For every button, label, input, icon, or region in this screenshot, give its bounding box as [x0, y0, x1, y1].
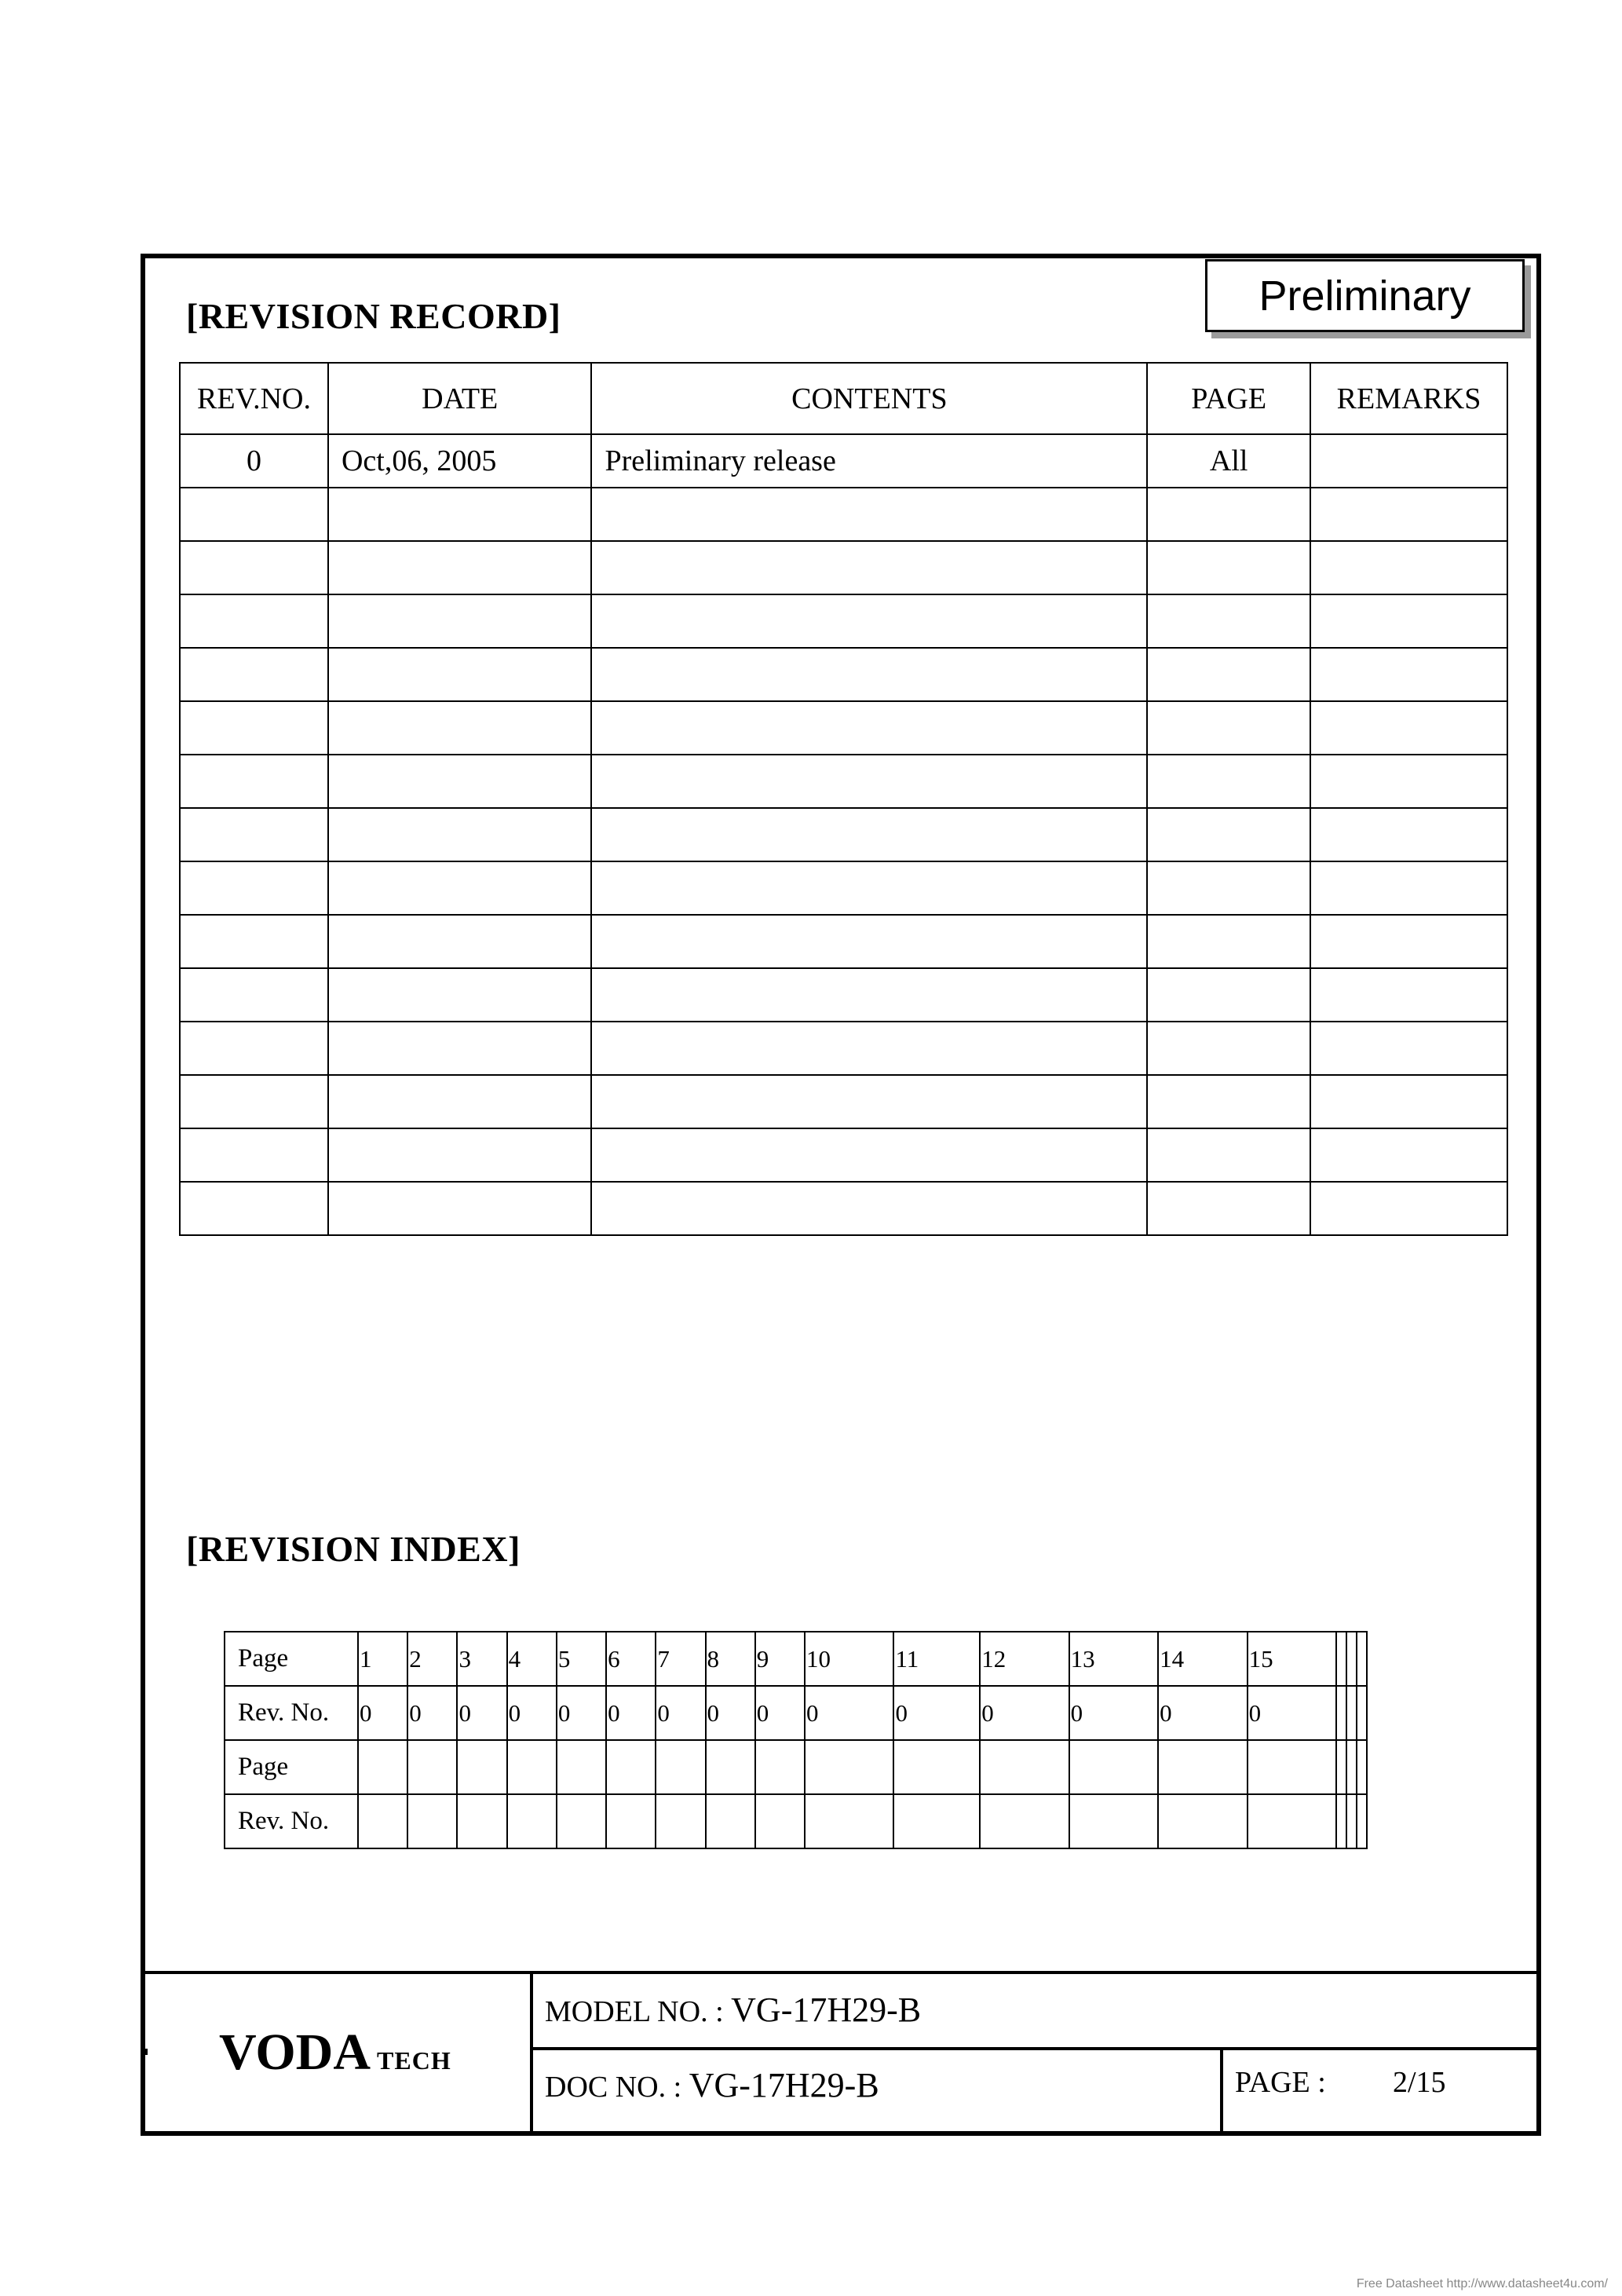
index-cell	[893, 1794, 980, 1848]
table-cell	[328, 861, 592, 915]
index-cell	[1357, 1794, 1367, 1848]
index-value: 0	[360, 1698, 372, 1727]
divider	[1220, 2047, 1223, 2136]
table-cell	[1310, 1022, 1507, 1075]
index-cell	[507, 1794, 557, 1848]
index-cell	[1336, 1632, 1346, 1686]
table-cell: Oct,06, 2005	[328, 434, 592, 488]
revision-index-title: [REVISION INDEX]	[186, 1529, 521, 1569]
index-cell	[1357, 1632, 1367, 1686]
index-cell	[1346, 1632, 1357, 1686]
index-cell	[1248, 1740, 1336, 1794]
title-block	[141, 1971, 1541, 2136]
index-row-label: Page	[225, 1632, 358, 1686]
table-cell	[591, 968, 1147, 1022]
table-cell	[1310, 861, 1507, 915]
doc-value: VG-17H29-B	[689, 2066, 879, 2104]
index-cell	[893, 1632, 980, 1686]
table-cell	[180, 808, 328, 861]
table-row	[180, 755, 1507, 808]
index-row-label: Rev. No.	[225, 1794, 358, 1848]
index-cell	[1336, 1794, 1346, 1848]
index-value: 0	[707, 1698, 720, 1727]
index-cell	[1069, 1740, 1158, 1794]
index-cell	[358, 1632, 407, 1686]
margin-mark	[144, 2049, 148, 2055]
index-cell	[1069, 1686, 1158, 1740]
table-cell	[1310, 1182, 1507, 1235]
table-cell	[328, 594, 592, 648]
index-value: 0	[1248, 1698, 1262, 1727]
index-cell	[1158, 1794, 1247, 1848]
index-cell	[706, 1632, 755, 1686]
index-value: 3	[458, 1644, 471, 1673]
index-value: 0	[409, 1698, 422, 1727]
index-value: 8	[707, 1644, 720, 1673]
table-cell	[591, 861, 1147, 915]
index-cell	[457, 1740, 506, 1794]
table-row	[180, 434, 1507, 488]
index-cell	[706, 1686, 755, 1740]
index-value: 9	[756, 1644, 769, 1673]
table-cell	[1147, 1128, 1310, 1182]
index-cell	[755, 1740, 805, 1794]
index-cell	[606, 1740, 656, 1794]
table-cell	[180, 488, 328, 541]
table-row	[180, 541, 1507, 594]
index-cell	[1336, 1686, 1346, 1740]
index-row	[225, 1632, 1367, 1686]
index-cell	[507, 1740, 557, 1794]
revision-record-title: [REVISION RECORD]	[186, 296, 561, 336]
index-cell	[805, 1740, 893, 1794]
index-cell	[606, 1794, 656, 1848]
page-label: PAGE :	[1235, 2066, 1326, 2099]
index-cell	[755, 1794, 805, 1848]
index-cell	[980, 1632, 1069, 1686]
index-value: 0	[657, 1698, 670, 1727]
divider	[141, 1971, 1541, 1974]
index-cell	[706, 1740, 755, 1794]
index-value: 6	[608, 1644, 620, 1673]
table-cell	[1147, 1075, 1310, 1128]
index-value: 0	[981, 1698, 994, 1727]
index-cell	[805, 1794, 893, 1848]
index-cell	[358, 1794, 407, 1848]
index-row	[225, 1740, 1367, 1794]
table-cell	[1147, 968, 1310, 1022]
table-cell	[1310, 648, 1507, 701]
table-cell	[1310, 434, 1507, 488]
table-cell	[328, 968, 592, 1022]
index-cell	[1158, 1686, 1247, 1740]
table-cell	[591, 755, 1147, 808]
index-cell	[755, 1632, 805, 1686]
table-cell	[591, 1128, 1147, 1182]
brand-main: VODA	[219, 2024, 371, 2081]
company-logo	[219, 2023, 451, 2082]
table-row	[180, 1022, 1507, 1075]
index-cell	[507, 1632, 557, 1686]
table-cell	[1147, 541, 1310, 594]
table-cell	[1310, 755, 1507, 808]
index-cell	[1357, 1686, 1367, 1740]
index-value: 0	[1070, 1698, 1083, 1727]
table-cell	[1147, 755, 1310, 808]
index-value: 12	[981, 1644, 1006, 1673]
index-value: 2	[409, 1644, 422, 1673]
table-cell	[591, 1182, 1147, 1235]
preliminary-badge: Preliminary	[1205, 259, 1525, 332]
index-cell	[457, 1686, 506, 1740]
table-cell: 0	[180, 434, 328, 488]
index-cell	[557, 1794, 606, 1848]
index-value: 0	[508, 1698, 521, 1727]
index-cell	[606, 1686, 656, 1740]
index-cell	[1069, 1794, 1158, 1848]
column-header: REMARKS	[1310, 363, 1507, 434]
index-value: 0	[1160, 1698, 1172, 1727]
table-cell	[180, 1128, 328, 1182]
table-cell	[1147, 915, 1310, 968]
table-row	[180, 1128, 1507, 1182]
doc-label: DOC NO. :	[545, 2071, 682, 2104]
index-value: 13	[1070, 1644, 1095, 1673]
index-cell	[1357, 1740, 1367, 1794]
table-cell	[328, 808, 592, 861]
table-cell	[180, 701, 328, 755]
table-cell	[591, 1075, 1147, 1128]
table-cell	[1310, 1128, 1507, 1182]
index-value: 5	[557, 1644, 571, 1673]
table-cell	[1310, 594, 1507, 648]
index-cell	[1069, 1632, 1158, 1686]
index-cell	[358, 1686, 407, 1740]
table-cell	[1147, 1022, 1310, 1075]
model-number	[545, 1990, 921, 2030]
index-cell	[557, 1686, 606, 1740]
table-cell	[180, 755, 328, 808]
table-cell	[1147, 1182, 1310, 1235]
watermark-link[interactable]: Free Datasheet http://www.datasheet4u.com/	[1356, 2277, 1608, 2291]
table-cell	[591, 541, 1147, 594]
table-row	[180, 861, 1507, 915]
table-cell	[1147, 861, 1310, 915]
table-cell	[328, 541, 592, 594]
index-cell	[1248, 1632, 1336, 1686]
index-cell	[980, 1794, 1069, 1848]
index-cell	[1346, 1686, 1357, 1740]
table-cell	[180, 594, 328, 648]
model-label: MODEL NO. :	[545, 1995, 724, 2028]
index-value: 1	[360, 1644, 372, 1673]
index-cell	[1248, 1686, 1336, 1740]
table-cell	[591, 701, 1147, 755]
table-cell	[591, 915, 1147, 968]
table-row	[180, 808, 1507, 861]
index-cell	[805, 1686, 893, 1740]
index-value: 11	[895, 1644, 919, 1673]
index-row-label: Rev. No.	[225, 1686, 358, 1740]
table-cell	[591, 648, 1147, 701]
index-cell	[407, 1794, 457, 1848]
index-cell	[407, 1740, 457, 1794]
index-row-label: Page	[225, 1740, 358, 1794]
doc-number	[545, 2065, 879, 2105]
index-cell	[1346, 1740, 1357, 1794]
table-cell	[328, 1022, 592, 1075]
divider	[530, 2047, 1541, 2050]
table-cell	[180, 1182, 328, 1235]
table-cell	[591, 808, 1147, 861]
table-row	[180, 1182, 1507, 1235]
index-cell	[656, 1686, 705, 1740]
table-cell	[591, 1022, 1147, 1075]
index-row	[225, 1686, 1367, 1740]
index-cell	[805, 1632, 893, 1686]
table-cell	[328, 915, 592, 968]
index-value: 0	[608, 1698, 620, 1727]
table-cell	[328, 755, 592, 808]
index-value: 0	[756, 1698, 769, 1727]
table-cell	[1147, 808, 1310, 861]
index-cell	[407, 1632, 457, 1686]
table-cell	[1147, 701, 1310, 755]
table-cell	[328, 648, 592, 701]
table-cell	[180, 541, 328, 594]
table-header-row	[180, 363, 1507, 434]
revision-record-table	[179, 362, 1508, 1236]
table-row	[180, 701, 1507, 755]
table-cell	[328, 701, 592, 755]
table-cell	[1310, 915, 1507, 968]
index-cell	[1346, 1794, 1357, 1848]
table-cell	[591, 594, 1147, 648]
divider	[530, 1971, 533, 2136]
table-cell	[1310, 488, 1507, 541]
column-header: PAGE	[1147, 363, 1310, 434]
table-cell	[1147, 488, 1310, 541]
table-cell	[180, 968, 328, 1022]
index-value: 0	[806, 1698, 819, 1727]
table-row	[180, 915, 1507, 968]
index-cell	[606, 1632, 656, 1686]
table-cell	[180, 915, 328, 968]
index-value: 0	[458, 1698, 471, 1727]
table-row	[180, 1075, 1507, 1128]
index-value: 7	[657, 1644, 670, 1673]
index-cell	[457, 1632, 506, 1686]
table-cell	[328, 1075, 592, 1128]
column-header: CONTENTS	[591, 363, 1147, 434]
table-cell	[1310, 701, 1507, 755]
table-row	[180, 594, 1507, 648]
table-cell	[1310, 1075, 1507, 1128]
index-value: 0	[895, 1698, 908, 1727]
table-cell	[328, 1128, 592, 1182]
index-cell	[980, 1686, 1069, 1740]
table-row	[180, 648, 1507, 701]
index-cell	[507, 1686, 557, 1740]
index-row	[225, 1794, 1367, 1848]
table-row	[180, 968, 1507, 1022]
index-cell	[656, 1740, 705, 1794]
table-cell	[591, 488, 1147, 541]
index-cell	[557, 1632, 606, 1686]
table-cell	[180, 1075, 328, 1128]
index-cell	[457, 1794, 506, 1848]
index-cell	[893, 1740, 980, 1794]
index-value: 14	[1160, 1644, 1185, 1673]
table-cell	[180, 861, 328, 915]
index-value: 0	[557, 1698, 571, 1727]
table-cell	[1310, 808, 1507, 861]
index-cell	[980, 1740, 1069, 1794]
page-number: 2/15	[1393, 2066, 1446, 2099]
model-value: VG-17H29-B	[731, 1991, 922, 2029]
table-cell	[328, 1182, 592, 1235]
index-cell	[1158, 1632, 1247, 1686]
table-cell	[180, 1022, 328, 1075]
index-value: 10	[806, 1644, 831, 1673]
index-cell	[1248, 1794, 1336, 1848]
table-cell	[180, 648, 328, 701]
index-cell	[656, 1794, 705, 1848]
table-cell	[1147, 594, 1310, 648]
revision-index-table	[224, 1631, 1368, 1849]
index-cell	[407, 1686, 457, 1740]
table-row	[180, 488, 1507, 541]
index-value: 4	[508, 1644, 521, 1673]
table-cell	[1147, 648, 1310, 701]
index-cell	[1336, 1740, 1346, 1794]
table-cell: Preliminary release	[591, 434, 1147, 488]
index-cell	[1158, 1740, 1247, 1794]
index-cell	[706, 1794, 755, 1848]
table-cell	[1310, 968, 1507, 1022]
index-cell	[557, 1740, 606, 1794]
brand-sub: TECH	[377, 2046, 451, 2075]
index-cell	[358, 1740, 407, 1794]
table-cell: All	[1147, 434, 1310, 488]
index-value: 15	[1248, 1644, 1273, 1673]
column-header: DATE	[328, 363, 592, 434]
index-cell	[656, 1632, 705, 1686]
table-cell	[1310, 541, 1507, 594]
index-cell	[755, 1686, 805, 1740]
index-cell	[893, 1686, 980, 1740]
table-cell	[328, 488, 592, 541]
column-header: REV.NO.	[180, 363, 328, 434]
